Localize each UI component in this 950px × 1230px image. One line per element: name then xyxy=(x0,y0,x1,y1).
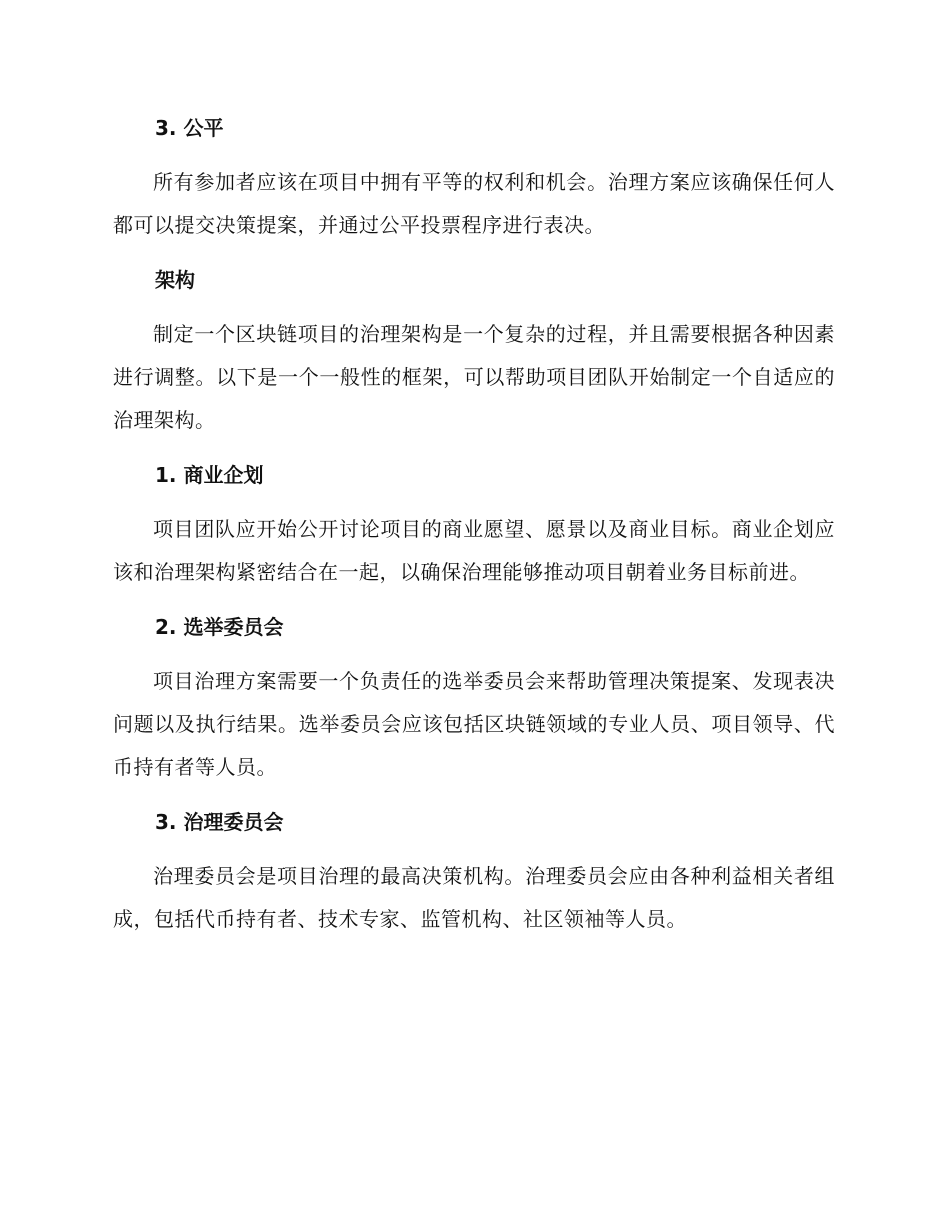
section-heading: 3. 公平 xyxy=(155,116,224,140)
section-heading: 3. 治理委员会 xyxy=(155,810,284,834)
section-paragraph: 项目治理方案需要一个负责任的选举委员会来帮助管理决策提案、发现表决问题以及执行结果。选举委员会应该包括区块链领域的专业人员、项目领导、代币持有者等人员。 xyxy=(113,669,835,779)
section-heading: 2. 选举委员会 xyxy=(155,615,284,639)
section-paragraph: 治理委员会是项目治理的最高决策机构。治理委员会应由各种利益相关者组成，包括代币持有者、技术专家、监管机构、社区领袖等人员。 xyxy=(113,864,835,931)
section-paragraph: 制定一个区块链项目的治理架构是一个复杂的过程，并且需要根据各种因素进行调整。以下是一个一般性的框架，可以帮助项目团队开始制定一个自适应的治理架构。 xyxy=(113,322,835,432)
section-business-plan xyxy=(113,455,835,594)
section-election-committee xyxy=(113,607,835,789)
section-heading: 架构 xyxy=(155,268,195,292)
section-fairness xyxy=(113,108,835,247)
section-heading: 1. 商业企划 xyxy=(155,463,264,487)
section-governance-committee xyxy=(113,802,835,941)
section-architecture xyxy=(113,260,835,442)
section-paragraph: 项目团队应开始公开讨论项目的商业愿望、愿景以及商业目标。商业企划应该和治理架构紧密结合在一起，以确保治理能够推动项目朝着业务目标前进。 xyxy=(113,517,835,584)
document-body xyxy=(113,108,835,954)
section-paragraph: 所有参加者应该在项目中拥有平等的权利和机会。治理方案应该确保任何人都可以提交决策提案，并通过公平投票程序进行表决。 xyxy=(113,170,835,237)
